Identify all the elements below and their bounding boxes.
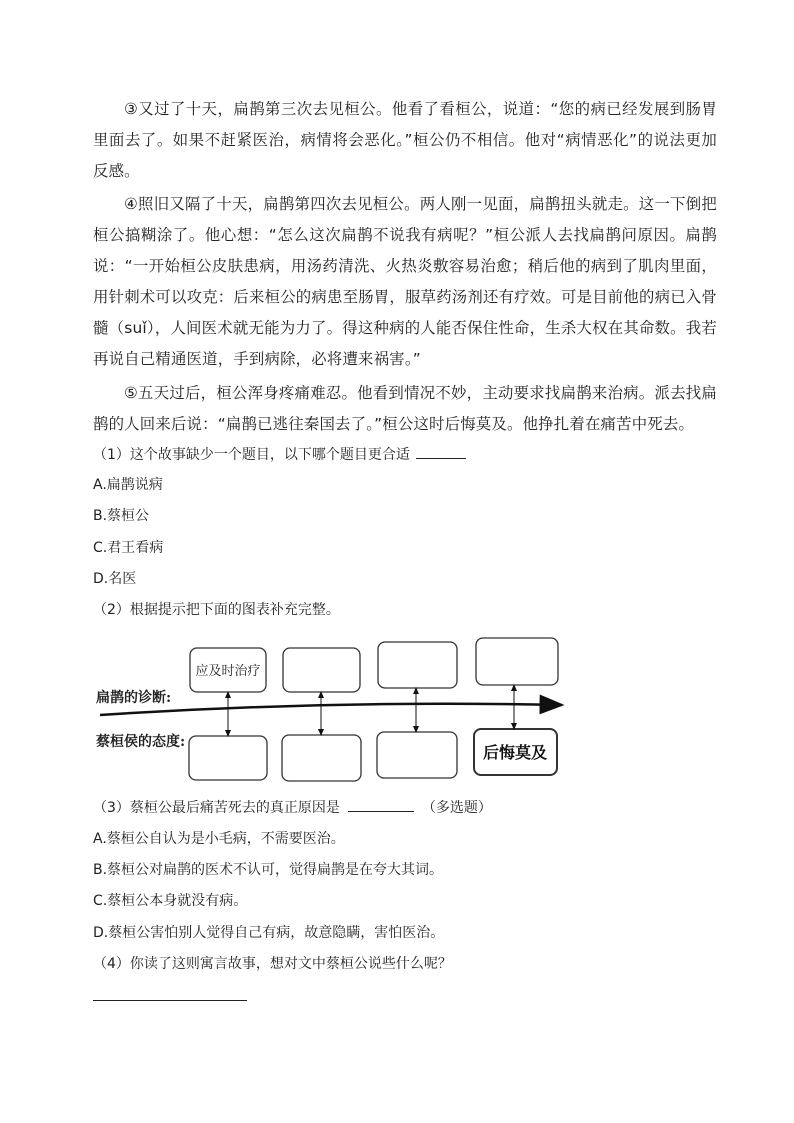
question-2-prompt: （2）根据提示把下面的图表补充完整。 [93,602,340,618]
q3-option-b: B.蔡桓公对扁鹊的医术不认可，觉得扁鹊是在夸大其词。 [93,862,444,878]
story-paragraph-4: ④照旧又隔了十天，扁鹊第四次去见桓公。两人刚一见面，扁鹊扭头就走。这一下倒把桓公搞糊涂了。他心想：“怎么这次扁鹊不说我有病呢？”桓公派人去找扁鹊问原因。扁鹊说：“一开始桓公皮肤患病，用汤药清洗、火热炎敷容易治愈；稍后他的病到了肌肉里面，用针刺术可以攻克：后来桓公的病患至肠胃，服草药汤剂还有疗效。可是目前他的病已入骨髓（suǐ），人间医术就无能为力了。得这种病的人能否保住性命，生杀大权在其命数。我若再说自己精通医道，手到病除，必将遭来祸害。” [93,195,717,368]
diagram-row1-label: 扁鹊的诊断: [96,690,172,706]
story-paragraph-5: ⑤五天过后，桓公浑身疼痛难忍。他看到情况不妙，主动要求找扁鹊来治病。派去找扁鹊的人回来后说：“扁鹊已逃往秦国去了。”桓公这时后悔莫及。他挣扎着在痛苦中死去。 [93,384,717,433]
top-box-4[interactable] [476,638,558,685]
bottom-box-2[interactable] [282,735,361,781]
q1-option-a: A.扁鹊说病 [93,477,163,493]
question-4-answer-line[interactable] [93,1000,247,1001]
diagram-row2-label: 蔡桓侯的态度: [96,734,186,750]
q3-option-d: D.蔡桓公害怕别人觉得自己有病，故意隐瞒，害怕医治。 [93,925,445,941]
question-1 [93,444,466,465]
top-box-1-text: 应及时治疗 [195,664,261,679]
bottom-box-4-text: 后悔莫及 [482,743,548,762]
bottom-box-3[interactable] [377,732,457,778]
question-3 [93,797,492,818]
diagnosis-attitude-diagram [90,632,570,782]
top-box-2[interactable] [283,648,360,692]
q3-option-c: C.蔡桓公本身就没有病。 [93,893,248,909]
question-3-prompt: （3）蔡桓公最后痛苦死去的真正原因是 [93,800,340,816]
story-paragraph-3: ③又过了十天，扁鹊第三次去见桓公。他看了看桓公，说道：“您的病已经发展到肠胃里面去了。如果不赶紧医治，病情将会恶化。”桓公仍不相信。他对“病情恶化”的说法更加反感。 [93,100,717,180]
question-4-prompt: （4）你读了这则寓言故事，想对文中蔡桓公说些什么呢？ [93,956,452,972]
question-3-answer-blank[interactable] [348,797,414,812]
top-box-3[interactable] [378,642,457,688]
question-1-prompt: （1）这个故事缺少一个题目，以下哪个题目更合适 [93,447,410,463]
q1-option-d: D.名医 [93,571,137,587]
bottom-box-1[interactable] [189,736,267,780]
q1-option-c: C.君王看病 [93,540,164,556]
question-3-suffix: （多选题） [421,800,492,816]
q1-option-b: B.蔡桓公 [93,508,150,524]
q3-option-a: A.蔡桓公自认为是小毛病，不需要医治。 [93,831,345,847]
question-1-answer-blank[interactable] [416,444,466,459]
